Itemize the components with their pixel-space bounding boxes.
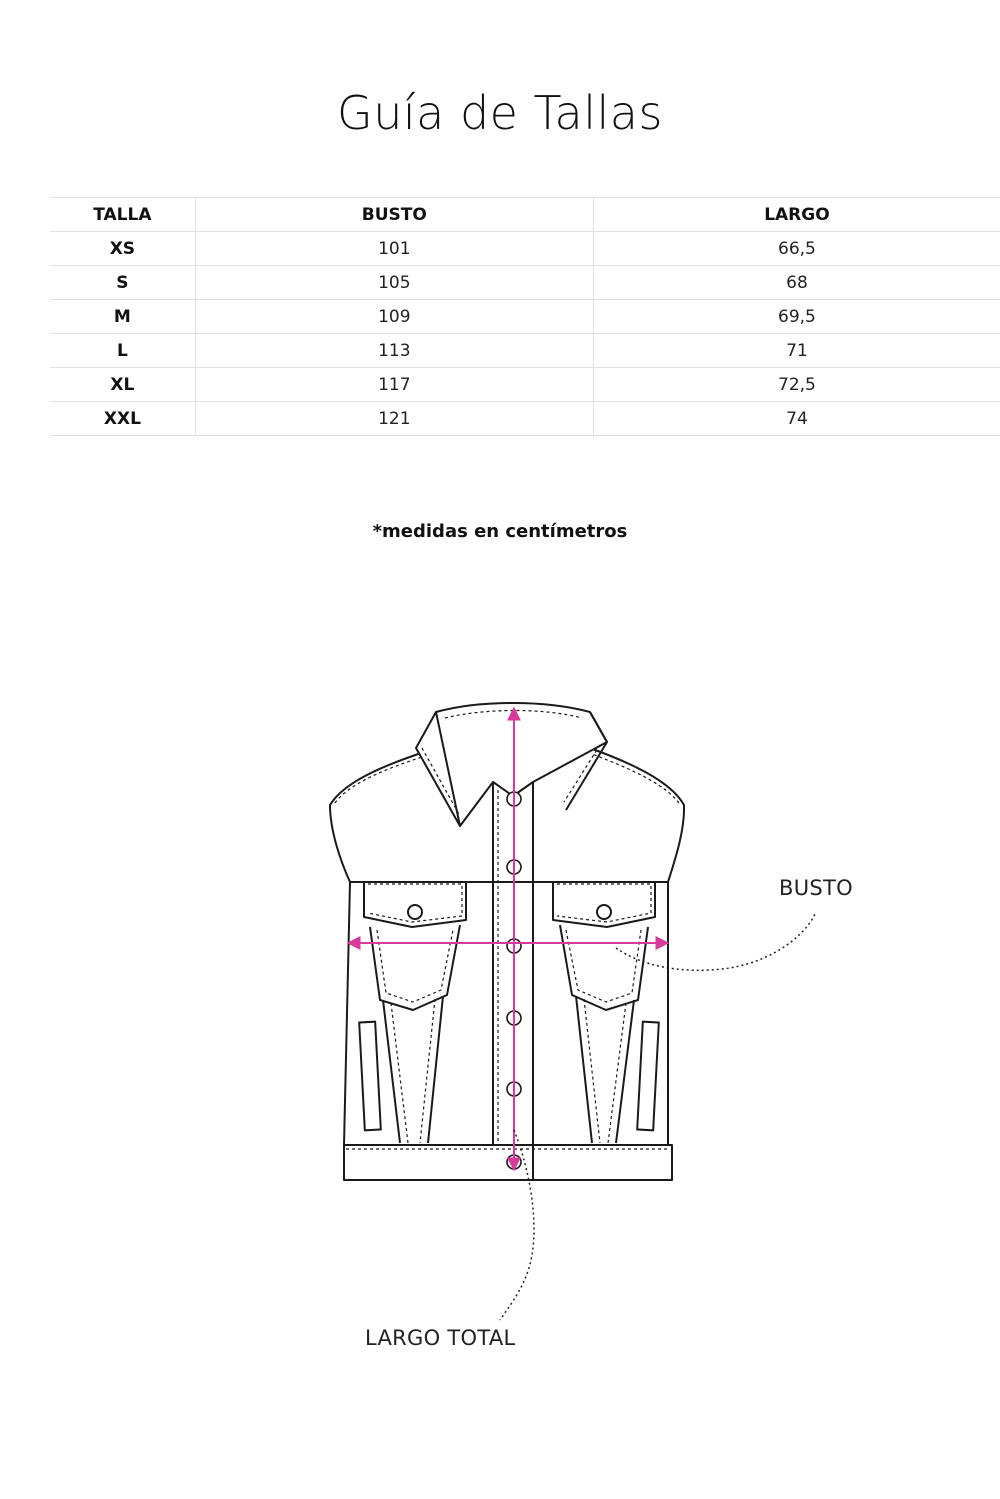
table-row <box>50 232 1000 266</box>
length-cell: 72,5 <box>593 368 1000 402</box>
busto-label: BUSTO <box>779 876 853 900</box>
column-header-busto: BUSTO <box>195 198 593 232</box>
size-cell: XL <box>50 368 195 402</box>
length-cell: 71 <box>593 334 1000 368</box>
bust-cell: 113 <box>195 334 593 368</box>
length-cell: 68 <box>593 266 1000 300</box>
length-cell: 66,5 <box>593 232 1000 266</box>
size-cell: S <box>50 266 195 300</box>
table-row <box>50 300 1000 334</box>
table-row <box>50 368 1000 402</box>
column-header-talla: TALLA <box>50 198 195 232</box>
page-title: Guía de Tallas <box>337 86 663 140</box>
bust-cell: 117 <box>195 368 593 402</box>
measurement-note: *medidas en centímetros <box>372 521 628 542</box>
length-cell: 74 <box>593 402 1000 436</box>
table-row <box>50 334 1000 368</box>
vest-outline <box>330 703 684 1180</box>
bust-cell: 101 <box>195 232 593 266</box>
table-header-row <box>50 198 1000 232</box>
table-row <box>50 266 1000 300</box>
size-cell: XS <box>50 232 195 266</box>
bust-cell: 121 <box>195 402 593 436</box>
column-header-largo: LARGO <box>593 198 1000 232</box>
size-cell: M <box>50 300 195 334</box>
size-table <box>50 197 1000 436</box>
length-cell: 69,5 <box>593 300 1000 334</box>
size-cell: L <box>50 334 195 368</box>
size-cell: XXL <box>50 402 195 436</box>
table-row <box>50 402 1000 436</box>
bust-cell: 109 <box>195 300 593 334</box>
largo-total-label: LARGO TOTAL <box>365 1326 516 1350</box>
vest-diagram <box>0 680 1000 1380</box>
bust-cell: 105 <box>195 266 593 300</box>
